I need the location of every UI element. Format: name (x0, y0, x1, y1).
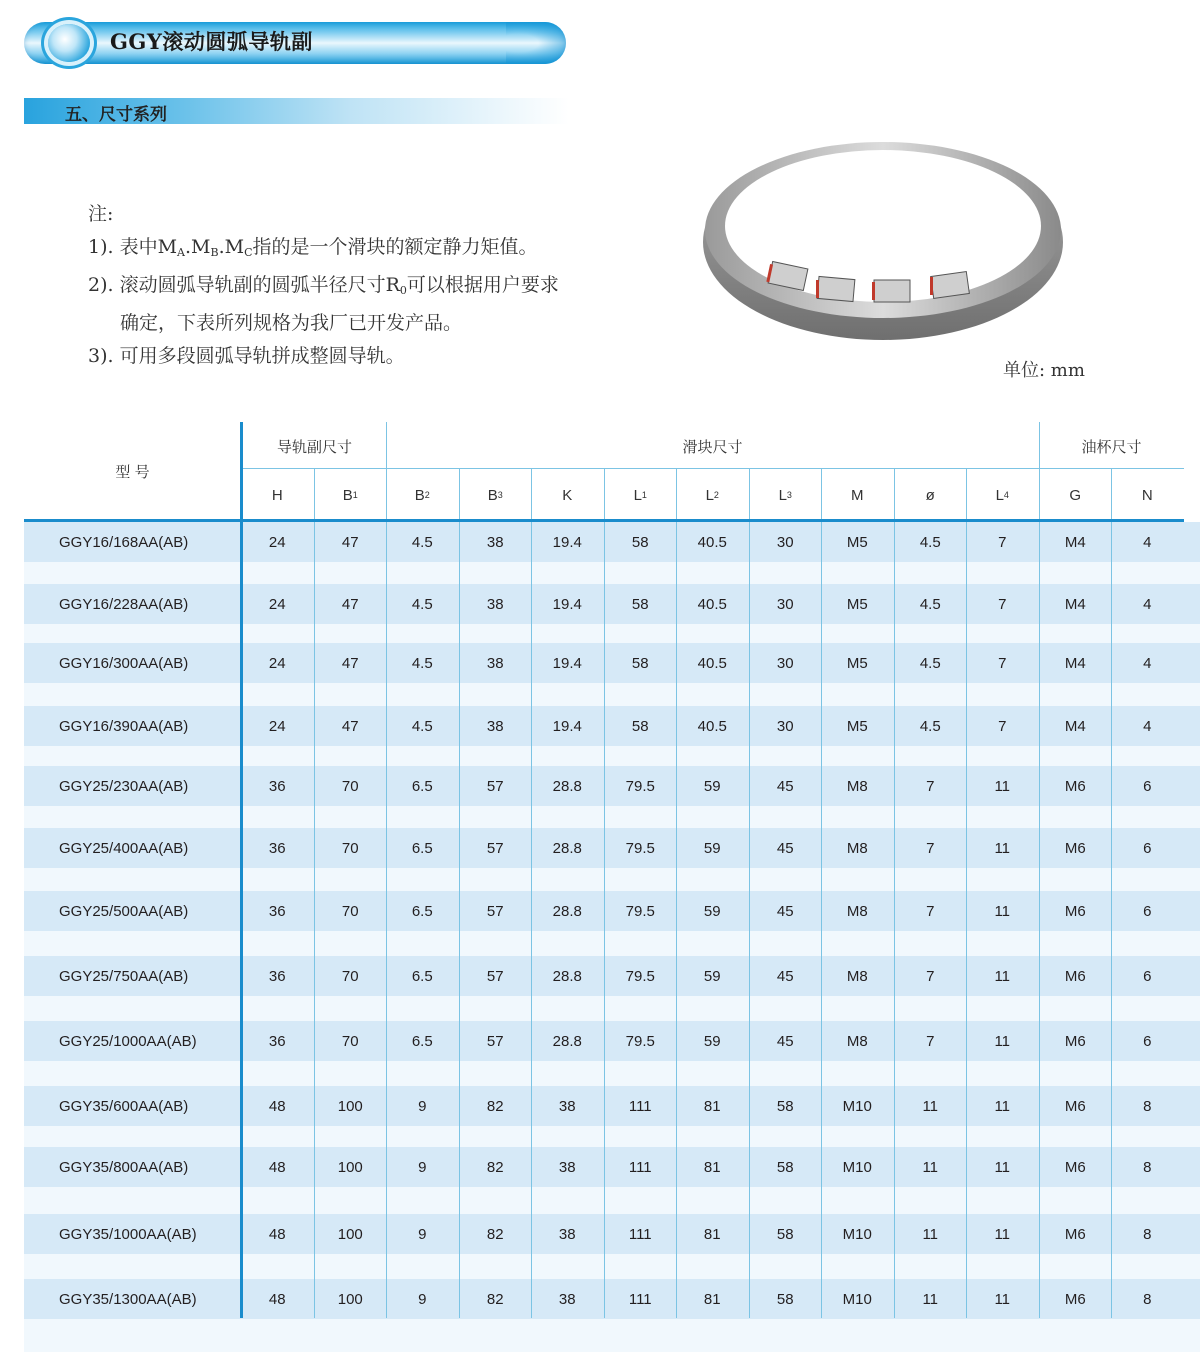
value-cell: 4.5 (411, 595, 433, 613)
note-2-cont: 确定，下表所列规格为我厂已开发产品。 (120, 312, 463, 334)
value-cell: 9 (418, 1225, 427, 1243)
column-header-label: B (342, 486, 353, 504)
orb-icon (48, 24, 90, 62)
value-cell: 6.5 (411, 1032, 433, 1050)
value-cell: 6 (1143, 967, 1152, 985)
column-header-subscript: 3 (497, 490, 503, 500)
value-cell: 81 (703, 1225, 721, 1243)
value-cell: M10 (842, 1158, 872, 1176)
value-cell: 11 (994, 1097, 1011, 1115)
value-cell: M6 (1064, 1032, 1086, 1050)
value-cell: M8 (846, 1032, 868, 1050)
value-cell: 30 (776, 717, 794, 735)
column-header (894, 472, 967, 518)
value-cell: 47 (341, 595, 359, 613)
value-cell: 7 (998, 595, 1007, 613)
value-cell: 70 (341, 902, 359, 920)
value-cell: 7 (926, 839, 935, 857)
value-cell: 36 (268, 967, 286, 985)
value-cell: 81 (703, 1097, 721, 1115)
model-divider (240, 422, 243, 1318)
value-cell: 58 (776, 1097, 794, 1115)
value-cell: 111 (628, 1158, 652, 1176)
column-header-label: L (633, 486, 642, 504)
value-cell: 28.8 (552, 1032, 582, 1050)
table-row (24, 828, 1200, 868)
grid-line (966, 468, 967, 1318)
table-row (24, 1147, 1200, 1187)
value-cell: 47 (341, 717, 359, 735)
column-header-label: K (562, 486, 573, 504)
header-bottom-rule (24, 519, 1184, 522)
value-cell: 7 (926, 1032, 935, 1050)
model-cell: GGY25/750AA(AB) (59, 967, 189, 985)
value-cell: 36 (268, 902, 286, 920)
value-cell: 8 (1143, 1290, 1152, 1308)
value-cell: 100 (337, 1290, 363, 1308)
model-cell: GGY16/390AA(AB) (59, 717, 189, 735)
table-row (24, 1086, 1200, 1126)
model-cell: GGY25/1000AA(AB) (59, 1032, 197, 1050)
model-cell: GGY35/1000AA(AB) (59, 1225, 197, 1243)
value-cell: 58 (776, 1225, 794, 1243)
value-cell: M10 (842, 1290, 872, 1308)
value-cell: 4.5 (919, 717, 941, 735)
value-cell: M6 (1064, 902, 1086, 920)
value-cell: 6.5 (411, 902, 433, 920)
model-cell: GGY35/800AA(AB) (59, 1158, 189, 1176)
grid-line (604, 468, 605, 1318)
value-cell: M8 (846, 902, 868, 920)
value-cell: 11 (994, 902, 1011, 920)
value-cell: 47 (341, 654, 359, 672)
value-cell: 48 (268, 1097, 286, 1115)
value-cell: 58 (631, 654, 649, 672)
value-cell: 8 (1143, 1097, 1152, 1115)
grid-line (531, 468, 532, 1318)
value-cell: 4 (1143, 595, 1152, 613)
value-cell: 4 (1143, 533, 1152, 551)
column-header-subscript: 1 (352, 490, 358, 500)
value-cell: 81 (703, 1290, 721, 1308)
value-cell: 58 (776, 1290, 794, 1308)
value-cell: 100 (337, 1225, 363, 1243)
value-cell: 100 (337, 1158, 363, 1176)
value-cell: 70 (341, 1032, 359, 1050)
value-cell: 6.5 (411, 967, 433, 985)
value-cell: M6 (1064, 1225, 1086, 1243)
value-cell: M6 (1064, 777, 1086, 795)
value-cell: 30 (776, 654, 794, 672)
header-group-oilcup: 油杯尺寸 (1081, 438, 1142, 456)
value-cell: M6 (1064, 839, 1086, 857)
value-cell: 40.5 (697, 654, 727, 672)
model-cell: GGY25/230AA(AB) (59, 777, 189, 795)
value-cell: 11 (994, 1158, 1011, 1176)
value-cell: 7 (998, 654, 1007, 672)
value-cell: M6 (1064, 1158, 1086, 1176)
column-header (1039, 472, 1112, 518)
column-header-subscript: 2 (424, 490, 430, 500)
table-row (24, 522, 1200, 562)
value-cell: 79.5 (625, 777, 655, 795)
value-cell: 7 (926, 902, 935, 920)
value-cell: 4.5 (411, 533, 433, 551)
column-header (241, 472, 314, 518)
value-cell: 36 (268, 839, 286, 857)
value-cell: 11 (922, 1225, 939, 1243)
table-row (24, 1214, 1200, 1254)
value-cell: 24 (268, 595, 286, 613)
value-cell: 58 (631, 533, 649, 551)
value-cell: M6 (1064, 1290, 1086, 1308)
column-header-label: G (1069, 486, 1082, 504)
value-cell: 59 (703, 839, 721, 857)
value-cell: 11 (994, 967, 1011, 985)
value-cell: 19.4 (552, 595, 582, 613)
column-header-subscript: 4 (1003, 490, 1009, 500)
model-cell: GGY16/168AA(AB) (59, 533, 189, 551)
value-cell: 9 (418, 1097, 427, 1115)
column-header-label: H (271, 486, 283, 504)
value-cell: M10 (842, 1225, 872, 1243)
model-cell: GGY35/600AA(AB) (59, 1097, 189, 1115)
value-cell: 6 (1143, 902, 1152, 920)
value-cell: 58 (631, 717, 649, 735)
header-divider (243, 468, 1184, 469)
column-header-label: L (705, 486, 714, 504)
grid-line (459, 468, 460, 1318)
value-cell: 47 (341, 533, 359, 551)
notes (88, 198, 559, 373)
value-cell: 6.5 (411, 777, 433, 795)
value-cell: M5 (846, 654, 868, 672)
value-cell: 28.8 (552, 902, 582, 920)
column-header (749, 472, 822, 518)
grid-line (386, 422, 387, 1318)
column-header-label: M (851, 486, 864, 504)
column-header-subscript: 3 (786, 490, 792, 500)
value-cell: 11 (922, 1290, 939, 1308)
value-cell: 38 (558, 1290, 576, 1308)
column-header-label: B (414, 486, 425, 504)
note-1: 1). 表中$M_A.M_B.M_C$指的是一个滑块的额定静力矩值。 (88, 236, 538, 259)
value-cell: 38 (486, 595, 504, 613)
value-cell: 79.5 (625, 839, 655, 857)
value-cell: M6 (1064, 1097, 1086, 1115)
column-header-label: B (487, 486, 498, 504)
section-title: 五、尺寸系列 (65, 105, 167, 124)
value-cell: 28.8 (552, 839, 582, 857)
table-row (24, 706, 1200, 746)
value-cell: 11 (994, 1032, 1011, 1050)
grid-line (821, 468, 822, 1318)
value-cell: 40.5 (697, 717, 727, 735)
value-cell: 82 (486, 1097, 504, 1115)
value-cell: 11 (994, 1225, 1011, 1243)
value-cell: 30 (776, 595, 794, 613)
value-cell: 81 (703, 1158, 721, 1176)
value-cell: 58 (776, 1158, 794, 1176)
value-cell: 111 (628, 1290, 652, 1308)
value-cell: 38 (558, 1097, 576, 1115)
value-cell: 24 (268, 717, 286, 735)
note-3: 3). 可用多段圆弧导轨拼成整圆导轨。 (88, 345, 405, 367)
value-cell: 4.5 (919, 533, 941, 551)
unit-label: 单位: mm (1003, 360, 1085, 381)
value-cell: 4.5 (919, 595, 941, 613)
value-cell: 8 (1143, 1158, 1152, 1176)
value-cell: 59 (703, 967, 721, 985)
table-row (24, 766, 1200, 806)
value-cell: 79.5 (625, 967, 655, 985)
value-cell: 38 (558, 1225, 576, 1243)
value-cell: 6 (1143, 777, 1152, 795)
value-cell: M5 (846, 595, 868, 613)
value-cell: 45 (776, 902, 794, 920)
table-row (24, 956, 1200, 996)
header-group-slider: 滑块尺寸 (682, 438, 743, 456)
value-cell: 28.8 (552, 777, 582, 795)
column-header-subscript: 2 (713, 490, 719, 500)
value-cell: 59 (703, 1032, 721, 1050)
value-cell: 57 (486, 1032, 504, 1050)
value-cell: 24 (268, 654, 286, 672)
value-cell: M4 (1064, 595, 1086, 613)
value-cell: 40.5 (697, 595, 727, 613)
value-cell: 79.5 (625, 902, 655, 920)
model-cell: GGY16/300AA(AB) (59, 654, 189, 672)
value-cell: 11 (922, 1097, 939, 1115)
table-row (24, 1021, 1200, 1061)
value-cell: 38 (558, 1158, 576, 1176)
value-cell: 70 (341, 839, 359, 857)
column-header (676, 472, 749, 518)
value-cell: 111 (628, 1225, 652, 1243)
value-cell: 45 (776, 967, 794, 985)
value-cell: M8 (846, 967, 868, 985)
value-cell: M8 (846, 777, 868, 795)
column-header-subscript: 1 (641, 490, 647, 500)
value-cell: 40.5 (697, 533, 727, 551)
column-header (531, 472, 604, 518)
column-header (604, 472, 677, 518)
model-cell: GGY25/500AA(AB) (59, 902, 189, 920)
value-cell: 7 (926, 777, 935, 795)
value-cell: 45 (776, 1032, 794, 1050)
value-cell: 82 (486, 1290, 504, 1308)
value-cell: 82 (486, 1225, 504, 1243)
value-cell: 4.5 (411, 654, 433, 672)
value-cell: 7 (926, 967, 935, 985)
value-cell: 57 (486, 839, 504, 857)
value-cell: M5 (846, 717, 868, 735)
value-cell: 4 (1143, 654, 1152, 672)
value-cell: 48 (268, 1290, 286, 1308)
column-header-label: L (778, 486, 787, 504)
value-cell: 57 (486, 777, 504, 795)
value-cell: 57 (486, 967, 504, 985)
value-cell: 4.5 (411, 717, 433, 735)
grid-line (1111, 468, 1112, 1318)
value-cell: 24 (268, 533, 286, 551)
value-cell: M4 (1064, 717, 1086, 735)
value-cell: M8 (846, 839, 868, 857)
value-cell: M5 (846, 533, 868, 551)
value-cell: M4 (1064, 533, 1086, 551)
value-cell: 4.5 (919, 654, 941, 672)
table-row (24, 1279, 1200, 1319)
column-header-label: ø (925, 486, 935, 504)
page-title: GGY滚动圆弧导轨副 (110, 29, 313, 54)
value-cell: 38 (486, 654, 504, 672)
value-cell: 59 (703, 902, 721, 920)
value-cell: 58 (631, 595, 649, 613)
value-cell: 4 (1143, 717, 1152, 735)
value-cell: 28.8 (552, 967, 582, 985)
value-cell: 11 (922, 1158, 939, 1176)
model-cell: GGY25/400AA(AB) (59, 839, 189, 857)
column-header (459, 472, 532, 518)
value-cell: M6 (1064, 967, 1086, 985)
value-cell: M4 (1064, 654, 1086, 672)
value-cell: 82 (486, 1158, 504, 1176)
header-model: 型 号 (115, 463, 150, 481)
value-cell: 6 (1143, 1032, 1152, 1050)
note-2: 2). 滚动圆弧导轨副的圆弧半径尺寸$R_0$可以根据用户要求 (88, 274, 559, 297)
product-image (700, 130, 1070, 345)
value-cell: 79.5 (625, 1032, 655, 1050)
model-cell: GGY35/1300AA(AB) (59, 1290, 197, 1308)
value-cell: 30 (776, 533, 794, 551)
value-cell: 70 (341, 777, 359, 795)
value-cell: 59 (703, 777, 721, 795)
value-cell: M10 (842, 1097, 872, 1115)
column-header-label: L (995, 486, 1004, 504)
table-row (24, 643, 1200, 683)
value-cell: 57 (486, 902, 504, 920)
value-cell: 8 (1143, 1225, 1152, 1243)
grid-line (894, 468, 895, 1318)
value-cell: 48 (268, 1158, 286, 1176)
model-cell: GGY16/228AA(AB) (59, 595, 189, 613)
value-cell: 100 (337, 1097, 363, 1115)
column-header-label: N (1141, 486, 1153, 504)
value-cell: 11 (994, 1290, 1011, 1308)
value-cell: 19.4 (552, 654, 582, 672)
grid-line (749, 468, 750, 1318)
value-cell: 9 (418, 1290, 427, 1308)
notes-label: 注: (88, 203, 114, 225)
column-header (1111, 472, 1184, 518)
value-cell: 45 (776, 839, 794, 857)
value-cell: 45 (776, 777, 794, 795)
value-cell: 11 (994, 839, 1011, 857)
grid-line (314, 468, 315, 1318)
value-cell: 36 (268, 1032, 286, 1050)
grid-line (1039, 422, 1040, 1318)
value-cell: 36 (268, 777, 286, 795)
table-row (24, 584, 1200, 624)
value-cell: 38 (486, 533, 504, 551)
column-header (314, 472, 387, 518)
column-header (821, 472, 894, 518)
table-row (24, 891, 1200, 931)
header-group-rail: 导轨副尺寸 (276, 438, 352, 456)
value-cell: 7 (998, 533, 1007, 551)
value-cell: 7 (998, 717, 1007, 735)
column-header (386, 472, 459, 518)
value-cell: 11 (994, 777, 1011, 795)
value-cell: 38 (486, 717, 504, 735)
value-cell: 6 (1143, 839, 1152, 857)
value-cell: 19.4 (552, 533, 582, 551)
grid-line (676, 468, 677, 1318)
value-cell: 70 (341, 967, 359, 985)
value-cell: 111 (628, 1097, 652, 1115)
value-cell: 19.4 (552, 717, 582, 735)
value-cell: 9 (418, 1158, 427, 1176)
column-header (966, 472, 1039, 518)
value-cell: 6.5 (411, 839, 433, 857)
value-cell: 48 (268, 1225, 286, 1243)
